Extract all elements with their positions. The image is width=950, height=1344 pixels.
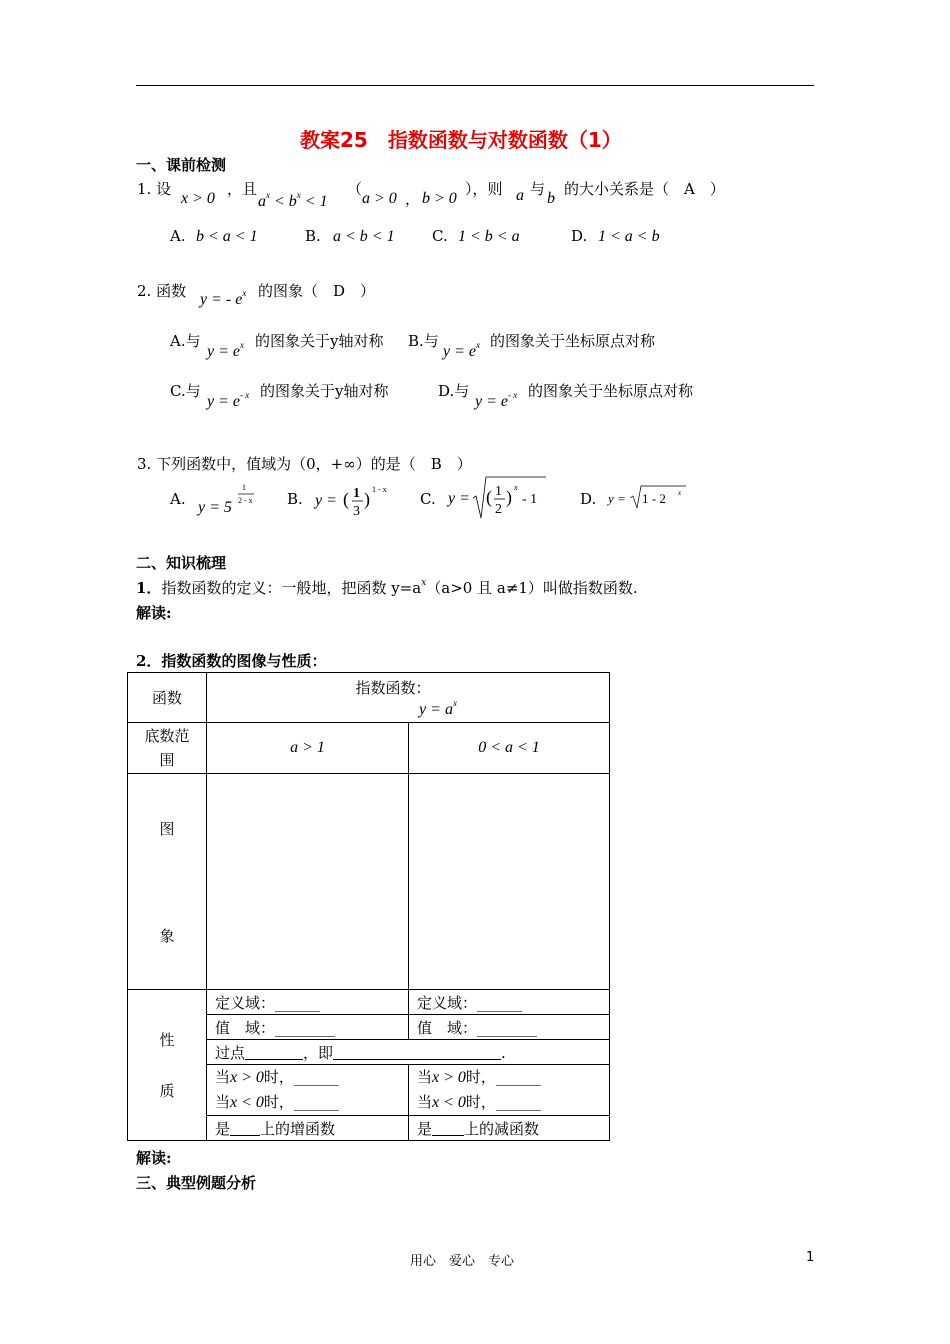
- svg-text:(: (: [486, 487, 492, 507]
- svg-text:y = 5: y = 5: [198, 499, 232, 516]
- knowledge-1: 1．指数函数的定义：一般地，把函数 $y=a^x(a>0$ 且 a≠1）叫做指数函数.: [136, 578, 638, 597]
- q2-option-a-label: A.与: [170, 332, 201, 350]
- properties-table: [127, 672, 610, 1141]
- section-heading-2: 二、知识梳理: [136, 554, 227, 572]
- q1-option-b: a < b < 1: [333, 228, 395, 245]
- graph-label: 图 象: [128, 774, 207, 990]
- q2-option-b-math: $y = e^x$: [443, 340, 480, 360]
- q1-answer-text: 的大小关系是（ A ）: [564, 180, 725, 198]
- exp-function-math: $y = a^x$: [419, 697, 457, 718]
- interpretation-label-2: 解读:: [136, 1149, 172, 1167]
- q1-text: ，且: [227, 180, 258, 198]
- question-3-stem: 3. 下列函数中，值域为（0，+∞）的是（ B ）: [137, 455, 472, 473]
- q3-option-b-formula: [313, 478, 398, 526]
- q1-option-c-label: C.: [432, 227, 448, 245]
- section-heading-3: 三、典型例题分析: [136, 1174, 257, 1192]
- q1-option-c: 1 < b < a: [458, 228, 520, 245]
- svg-text:y =: y =: [448, 490, 470, 507]
- table-row: [128, 723, 610, 774]
- q1-paren: （: [347, 180, 363, 198]
- svg-text:3: 3: [353, 504, 360, 519]
- q3-option-c-label: C.: [420, 490, 436, 508]
- sign-behavior-left: 当x > 0时，______ 当x < 0时，______: [207, 1065, 409, 1116]
- q2-option-d-math: $y = e^{- x}$: [475, 390, 518, 410]
- q3-option-d-formula: [606, 480, 691, 518]
- q1-inequality: $a^x < b^x < 1$: [258, 190, 328, 210]
- q2-option-a-text: 的图象关于y轴对称: [255, 332, 384, 350]
- q2-option-c-text: 的图象关于y轴对称: [260, 382, 389, 400]
- header-rule: [136, 85, 814, 86]
- interpretation-label-1: 解读:: [136, 604, 172, 622]
- svg-text:y =: y =: [608, 491, 626, 506]
- q1-option-a-label: A.: [170, 227, 186, 245]
- question-2-stem: 2. 函数: [137, 282, 187, 300]
- range-blank-left: 值 域：________: [207, 1015, 409, 1040]
- base-range-label: 底数范 围: [128, 723, 207, 774]
- domain-blank-left: 定义域：______: [207, 990, 409, 1015]
- svg-text:1: 1: [495, 484, 502, 499]
- svg-text:1: 1: [242, 483, 246, 492]
- q1-and: 与: [530, 180, 546, 198]
- q1-var-a: a: [516, 187, 524, 204]
- q1-cond-a: a > 0: [362, 190, 397, 207]
- table-row: [128, 990, 610, 1015]
- decreasing-row: 是 上的减函数: [409, 1116, 610, 1141]
- graph-cell-a-gt-1: [207, 774, 409, 990]
- svg-text:2 - x: 2 - x: [238, 496, 253, 505]
- q1-option-a: b < a < 1: [196, 228, 258, 245]
- footer-motto: 用心 爱心 专心: [410, 1254, 515, 1269]
- q2-option-d-label: D.与: [438, 382, 470, 400]
- q2-option-d-text: 的图象关于坐标原点对称: [528, 382, 694, 400]
- svg-text:1 - 2: 1 - 2: [642, 491, 666, 506]
- fixed-point-row: 过点 ，即 .: [207, 1040, 610, 1065]
- table-row: [128, 774, 610, 990]
- svg-text:2: 2: [495, 502, 502, 517]
- domain-blank-right: 定义域：______: [409, 990, 610, 1015]
- sign-behavior-right: 当x > 0时，______ 当x < 0时，______: [409, 1065, 610, 1116]
- q3-option-c-formula: [446, 472, 551, 528]
- svg-text:): ): [506, 487, 512, 507]
- graph-cell-a-lt-1: [409, 774, 610, 990]
- q3-option-a-label: A.: [170, 490, 186, 508]
- header-function-formula: [207, 673, 610, 723]
- q2-option-c-label: C.与: [170, 382, 201, 400]
- q1-math-x: x > 0: [181, 190, 215, 207]
- properties-label: 性 质: [128, 990, 207, 1141]
- range-blank-right: 值 域：________: [409, 1015, 610, 1040]
- q1-option-d: 1 < a < b: [598, 228, 660, 245]
- svg-text:x: x: [514, 483, 518, 492]
- q3-option-d-label: D.: [580, 490, 597, 508]
- q1-cond-b: b > 0: [422, 190, 457, 207]
- q1-then: ），则: [465, 180, 503, 198]
- q1-var-b: b: [547, 190, 555, 207]
- svg-text:x: x: [678, 489, 682, 497]
- q1-comma: ，: [405, 190, 421, 208]
- q3-option-a-formula: [196, 478, 266, 526]
- svg-text:- 1: - 1: [522, 492, 538, 507]
- q3-option-b-label: B.: [287, 490, 303, 508]
- increasing-row: 是 上的增函数: [207, 1116, 409, 1141]
- table-row: [128, 673, 610, 723]
- svg-text:(: (: [343, 489, 349, 509]
- page-number: 1: [806, 1250, 815, 1265]
- exp-function-label: 指数函数：: [355, 678, 431, 697]
- svg-text:1: 1: [353, 486, 360, 501]
- svg-text:1 - x: 1 - x: [372, 485, 387, 494]
- q1-option-d-label: D.: [571, 227, 588, 245]
- svg-text:): ): [364, 489, 370, 509]
- section-heading-1: 一、课前检测: [136, 156, 227, 174]
- knowledge-2-heading: 2．指数函数的图像与性质：: [136, 652, 327, 670]
- svg-text:y =: y =: [315, 492, 337, 509]
- base-greater-than-1: a > 1: [207, 723, 409, 774]
- q2-option-b-label: B.与: [408, 332, 439, 350]
- q2-function: y = - $e^x$: [200, 288, 247, 308]
- q2-answer-text: 的图象（ D ）: [258, 282, 376, 300]
- page-title: 教案25 指数函数与对数函数（1）: [300, 128, 622, 152]
- q2-option-b-text: 的图象关于坐标原点对称: [490, 332, 656, 350]
- q2-option-a-math: $y = e^x$: [207, 340, 244, 360]
- q2-option-c-math: $y = e^{- x}$: [207, 390, 250, 410]
- base-between-0-1: 0 < a < 1: [409, 723, 610, 774]
- q1-option-b-label: B.: [305, 227, 321, 245]
- question-1-stem: 1. 设: [137, 180, 172, 198]
- header-function-label: 函数: [128, 673, 207, 723]
